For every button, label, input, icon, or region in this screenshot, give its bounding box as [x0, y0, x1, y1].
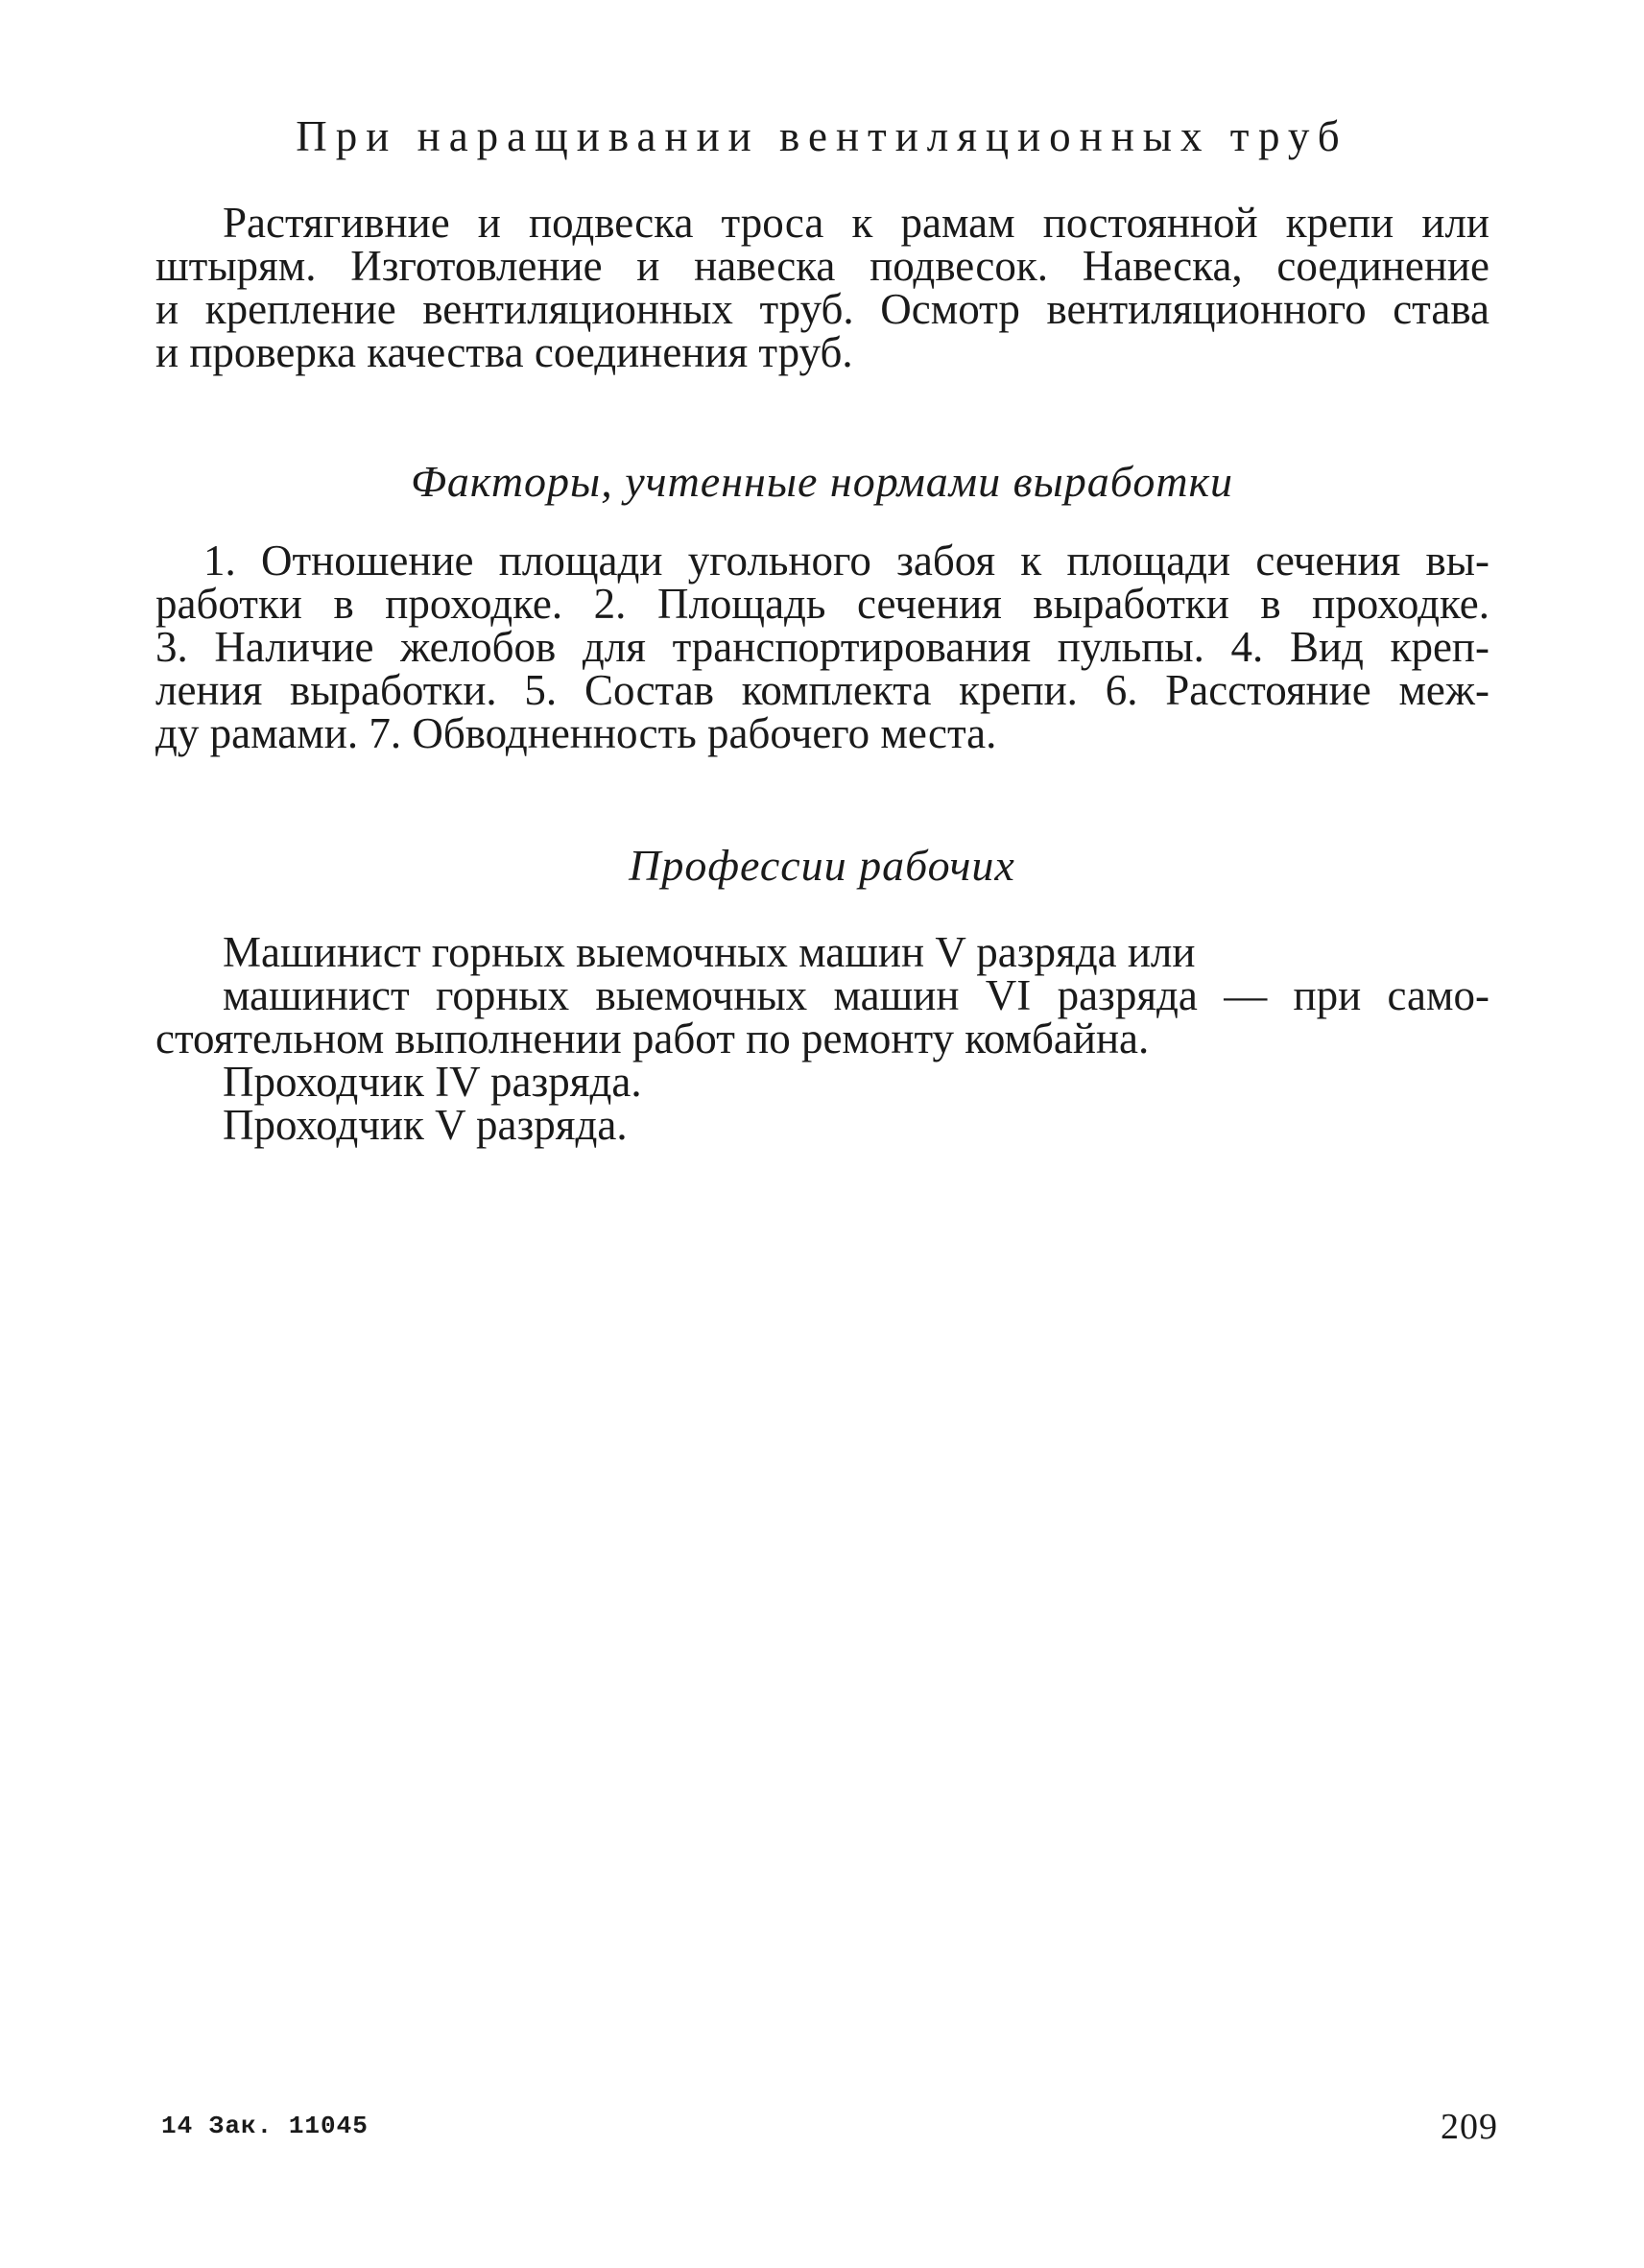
section-heading-pipes: При наращивании вентиляционных труб	[296, 112, 1348, 160]
paragraph-line: машинист горных выемочных машин VI разряда — при само-	[223, 971, 1489, 1019]
paragraph-factors	[155, 539, 1489, 755]
profession-line: Проходчик V разряда.	[223, 1101, 628, 1149]
paragraph-line: и проверка качества соединения труб.	[155, 328, 853, 376]
profession-line: Машинист горных выемочных машин V разряда или	[223, 928, 1196, 976]
page-number: 209	[1441, 2107, 1498, 2147]
section-heading-professions: Профессии рабочих	[629, 841, 1015, 890]
paragraph-pipes	[155, 199, 1489, 376]
print-order-mark: 14 Зак. 11045	[161, 2112, 369, 2140]
paragraph-line: Растягивние и подвеска троса к рамам постоянной крепи или	[223, 199, 1489, 247]
paragraph-line: стоятельном выполнении работ по ремонту комбайна.	[155, 1015, 1150, 1062]
paragraph-line: работки в проходке. 2. Площадь сечения выработки в проходке.	[155, 580, 1489, 628]
paragraph-professions	[155, 971, 1489, 1062]
paragraph-line: ду рамами. 7. Обводненность рабочего места.	[155, 709, 997, 757]
paragraph-line: 3. Наличие желобов для транспортирования пульпы. 4. Вид креп-	[155, 623, 1489, 671]
section-heading-factors: Факторы, учтенные нормами выработки	[410, 457, 1234, 506]
paragraph-line: ления выработки. 5. Состав комплекта крепи. 6. Расстояние меж-	[155, 666, 1489, 714]
paragraph-line: штырям. Изготовление и навеска подвесок. Навеска, соединение	[155, 242, 1489, 290]
paragraph-line: и крепление вентиляционных труб. Осмотр вентиляционного става	[155, 285, 1489, 333]
profession-line: Проходчик IV разряда.	[223, 1058, 642, 1106]
paragraph-line: 1. Отношение площади угольного забоя к площади сечения вы-	[203, 537, 1489, 585]
